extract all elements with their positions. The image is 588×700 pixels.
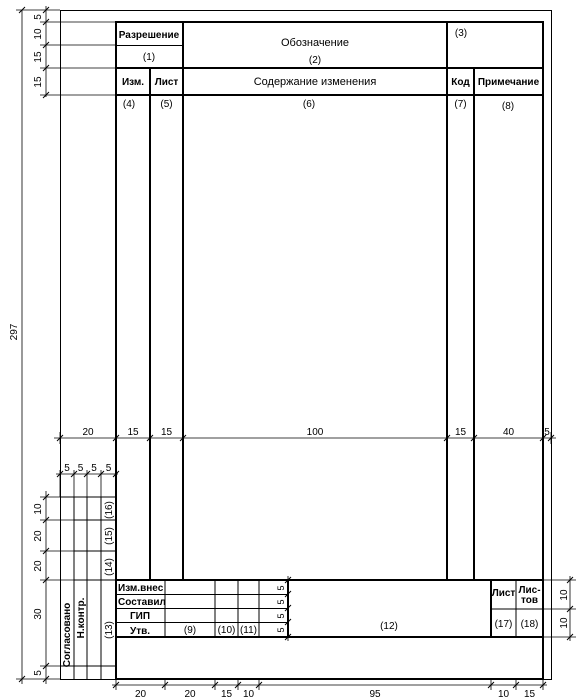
marker-5: (5)	[160, 99, 173, 110]
marker-17: (17)	[494, 619, 513, 630]
dim-297: 297	[9, 323, 20, 341]
dim-top-10: 10	[33, 28, 44, 40]
change-no-header: Изм.	[121, 77, 145, 88]
marker-1: (1)	[142, 52, 156, 63]
dim-col-20: 20	[82, 427, 94, 438]
dim-col-15c: 15	[454, 427, 467, 438]
dim-right-10b: 10	[559, 617, 570, 629]
made-changes-label: Изм.внес	[118, 583, 164, 594]
marker-6: (6)	[302, 99, 316, 110]
chief-engineer-label: ГИП	[129, 611, 151, 622]
marker-7: (7)	[454, 99, 467, 110]
dim-top-5: 5	[33, 14, 44, 20]
dim-right-10a: 10	[559, 589, 570, 601]
marker-16: (16)	[104, 501, 115, 519]
tb-sheet-label: Лист	[491, 588, 516, 599]
norm-control-label: Н.контр.	[76, 597, 87, 639]
dim-small-5d: 5	[105, 463, 112, 474]
dim-bot-15: 15	[220, 689, 233, 700]
dim-small-5c: 5	[91, 463, 97, 474]
dim-row-5c: 5	[276, 613, 286, 619]
dim-col-100: 100	[306, 427, 324, 438]
dim-col-15b: 15	[160, 427, 173, 438]
marker-8: (8)	[501, 101, 515, 112]
marker-12: (12)	[380, 621, 398, 632]
code-header: Код	[451, 77, 470, 88]
marker-11: (11)	[239, 625, 258, 636]
marker-4: (4)	[122, 99, 136, 110]
dim-bot-20a: 20	[134, 689, 147, 700]
frame	[60, 11, 552, 680]
permission-header: Разрешение	[118, 30, 180, 41]
sheet-header: Лист	[154, 77, 179, 88]
marker-15: (15)	[104, 527, 115, 545]
dim-col-5: 5	[544, 427, 550, 438]
agreed-label: Согласовано	[62, 602, 73, 668]
dim-left-10: 10	[33, 503, 44, 515]
designation-header: Обозначение	[280, 37, 350, 49]
dim-row-5d: 5	[276, 627, 286, 633]
dim-bot-20b: 20	[184, 689, 196, 700]
dim-col-40: 40	[502, 427, 515, 438]
dim-bot-10: 10	[242, 689, 255, 700]
content-header: Содержание изменения	[253, 76, 377, 88]
dim-left-5: 5	[33, 670, 44, 676]
dim-bot-10b: 10	[497, 689, 510, 700]
dim-top-15a: 15	[33, 51, 44, 63]
note-header: Примечание	[477, 77, 540, 88]
tb-sheets-label-2: тов	[520, 595, 539, 606]
dim-bot-15b: 15	[523, 689, 536, 700]
marker-2: (2)	[308, 55, 322, 66]
compiled-label: Составил	[118, 597, 166, 608]
dim-row-5b: 5	[276, 599, 286, 605]
approved-label: Утв.	[129, 626, 151, 637]
dim-small-5a: 5	[64, 463, 70, 474]
tb-sheets-label-1: Лис-	[518, 585, 541, 596]
marker-10: (10)	[217, 625, 236, 636]
dim-small-5b: 5	[77, 463, 84, 474]
marker-3: (3)	[454, 28, 468, 39]
dimension-ticks	[19, 7, 573, 688]
dim-row-5a: 5	[276, 585, 286, 591]
marker-18: (18)	[520, 619, 539, 630]
dim-left-20b: 20	[33, 560, 44, 572]
dim-left-30: 30	[33, 608, 44, 620]
dim-left-20a: 20	[33, 530, 44, 542]
dim-bot-95: 95	[369, 689, 381, 700]
dim-top-15b: 15	[33, 76, 44, 88]
marker-9: (9)	[183, 625, 197, 636]
dim-col-15a: 15	[127, 427, 139, 438]
marker-14: (14)	[104, 558, 115, 576]
marker-13: (13)	[104, 621, 115, 639]
